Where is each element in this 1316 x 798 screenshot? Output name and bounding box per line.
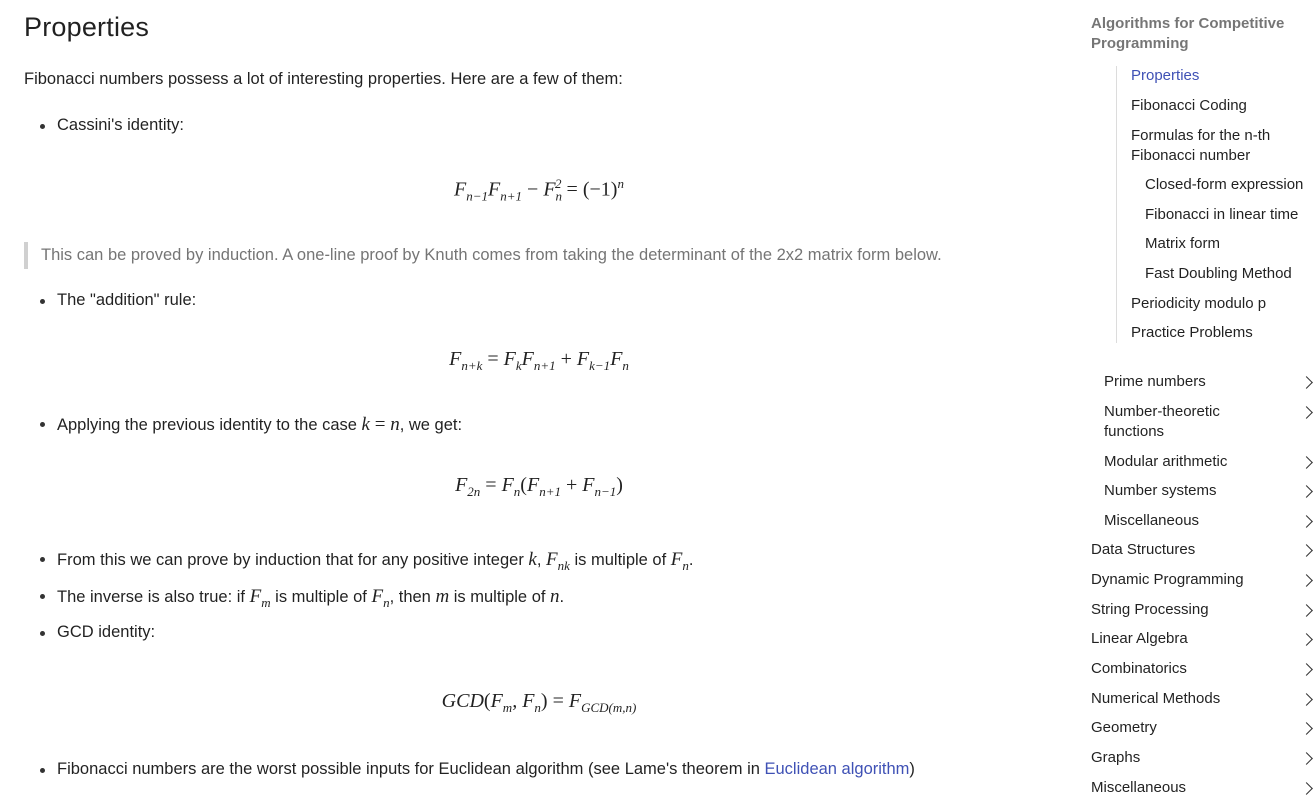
nav-string-processing[interactable]: String Processing [1091, 601, 1209, 618]
toc-item-practice[interactable]: Practice Problems [1131, 324, 1253, 341]
euclidean-algorithm-link[interactable]: Euclidean algorithm [764, 760, 910, 778]
list-item-gcd: GCD identity: [57, 623, 156, 641]
list-item-induction: From this we can prove by induction that for any positive integer k, $F_{nk}$ is multiple of $F_n$. [57, 549, 694, 573]
toc-site-title[interactable]: Algorithms for Competitive Programming [1091, 15, 1285, 52]
chevron-right-icon[interactable] [1300, 782, 1313, 795]
nav-number-systems[interactable]: Number systems [1104, 482, 1217, 499]
formula-doubling: $F_{2n} = F_n(F_{n+1} + F_{n-1})$ [455, 474, 623, 499]
formula-addition: $F_{n+k} = F_kF_{n+1} + F_{k-1}F_n$ [449, 348, 629, 373]
nav-geometry[interactable]: Geometry [1091, 719, 1157, 736]
toc-item-periodicity[interactable]: Periodicity modulo p [1131, 295, 1267, 312]
chevron-right-icon[interactable] [1300, 406, 1313, 419]
nav-number-theoretic[interactable]: Number-theoretic functions [1104, 403, 1220, 440]
nav-modular-arithmetic[interactable]: Modular arithmetic [1104, 453, 1228, 470]
toc-item-fibonacci-coding[interactable]: Fibonacci Coding [1131, 97, 1247, 114]
nav-linear-algebra[interactable]: Linear Algebra [1091, 630, 1188, 647]
blockquote-proof: This can be proved by induction. A one-line proof by Knuth comes from taking the determinant of the 2x2 matrix form below. [24, 242, 1034, 269]
toc-item-formulas[interactable]: Formulas for the n-th Fibonacci number [1131, 127, 1271, 164]
nav-prime-numbers[interactable]: Prime numbers [1104, 373, 1206, 390]
intro-paragraph: Fibonacci numbers possess a lot of interesting properties. Here are a few of them: [24, 70, 623, 88]
toc-divider [1116, 66, 1117, 343]
nav-miscellaneous[interactable]: Miscellaneous [1091, 779, 1187, 796]
chevron-right-icon[interactable] [1300, 544, 1313, 557]
chevron-right-icon[interactable] [1300, 574, 1313, 587]
nav-dynamic-programming[interactable]: Dynamic Programming [1091, 571, 1244, 588]
page-title: Properties [24, 12, 150, 42]
chevron-right-icon[interactable] [1300, 693, 1313, 706]
chevron-right-icon[interactable] [1300, 604, 1313, 617]
list-item-worst-case: Fibonacci numbers are the worst possible inputs for Euclidean algorithm (see Lame's theorem in Euclidean algorithm) [57, 760, 915, 778]
chevron-right-icon[interactable] [1300, 663, 1313, 676]
chevron-right-icon[interactable] [1300, 722, 1313, 735]
toc-item-linear-time[interactable]: Fibonacci in linear time [1145, 206, 1299, 223]
nav-misc-algebra[interactable]: Miscellaneous [1104, 512, 1200, 529]
toc-item-matrix-form[interactable]: Matrix form [1145, 235, 1220, 252]
chevron-right-icon[interactable] [1300, 515, 1313, 528]
chevron-right-icon[interactable] [1300, 376, 1313, 389]
formula-cassini: $F_{n-1}F_{n+1} - F_n^2 = (-1)^n$ [454, 176, 624, 204]
chevron-right-icon[interactable] [1300, 485, 1313, 498]
nav-data-structures[interactable]: Data Structures [1091, 541, 1196, 558]
nav-graphs[interactable]: Graphs [1091, 749, 1141, 766]
list-item-addition: The "addition" rule: [57, 291, 197, 309]
list-item-applying: Applying the previous identity to the case k = n, we get: [57, 414, 463, 435]
list-item-cassini: Cassini's identity: [57, 116, 184, 134]
chevron-right-icon[interactable] [1300, 752, 1313, 765]
toc-item-properties[interactable]: Properties [1131, 67, 1200, 84]
chevron-right-icon[interactable] [1300, 633, 1313, 646]
chevron-right-icon[interactable] [1300, 456, 1313, 469]
nav-combinatorics[interactable]: Combinatorics [1091, 660, 1187, 677]
toc-item-closed-form[interactable]: Closed-form expression [1145, 176, 1304, 193]
list-item-inverse: The inverse is also true: if $F_m$ is multiple of $F_n$, then m is multiple of n. [57, 586, 565, 610]
nav-numerical-methods[interactable]: Numerical Methods [1091, 690, 1221, 707]
toc-item-fast-doubling[interactable]: Fast Doubling Method [1145, 265, 1292, 282]
formula-gcd: $GCD(F_m$, $F_n) = F_{GCD(m,n)}$ [441, 690, 637, 715]
